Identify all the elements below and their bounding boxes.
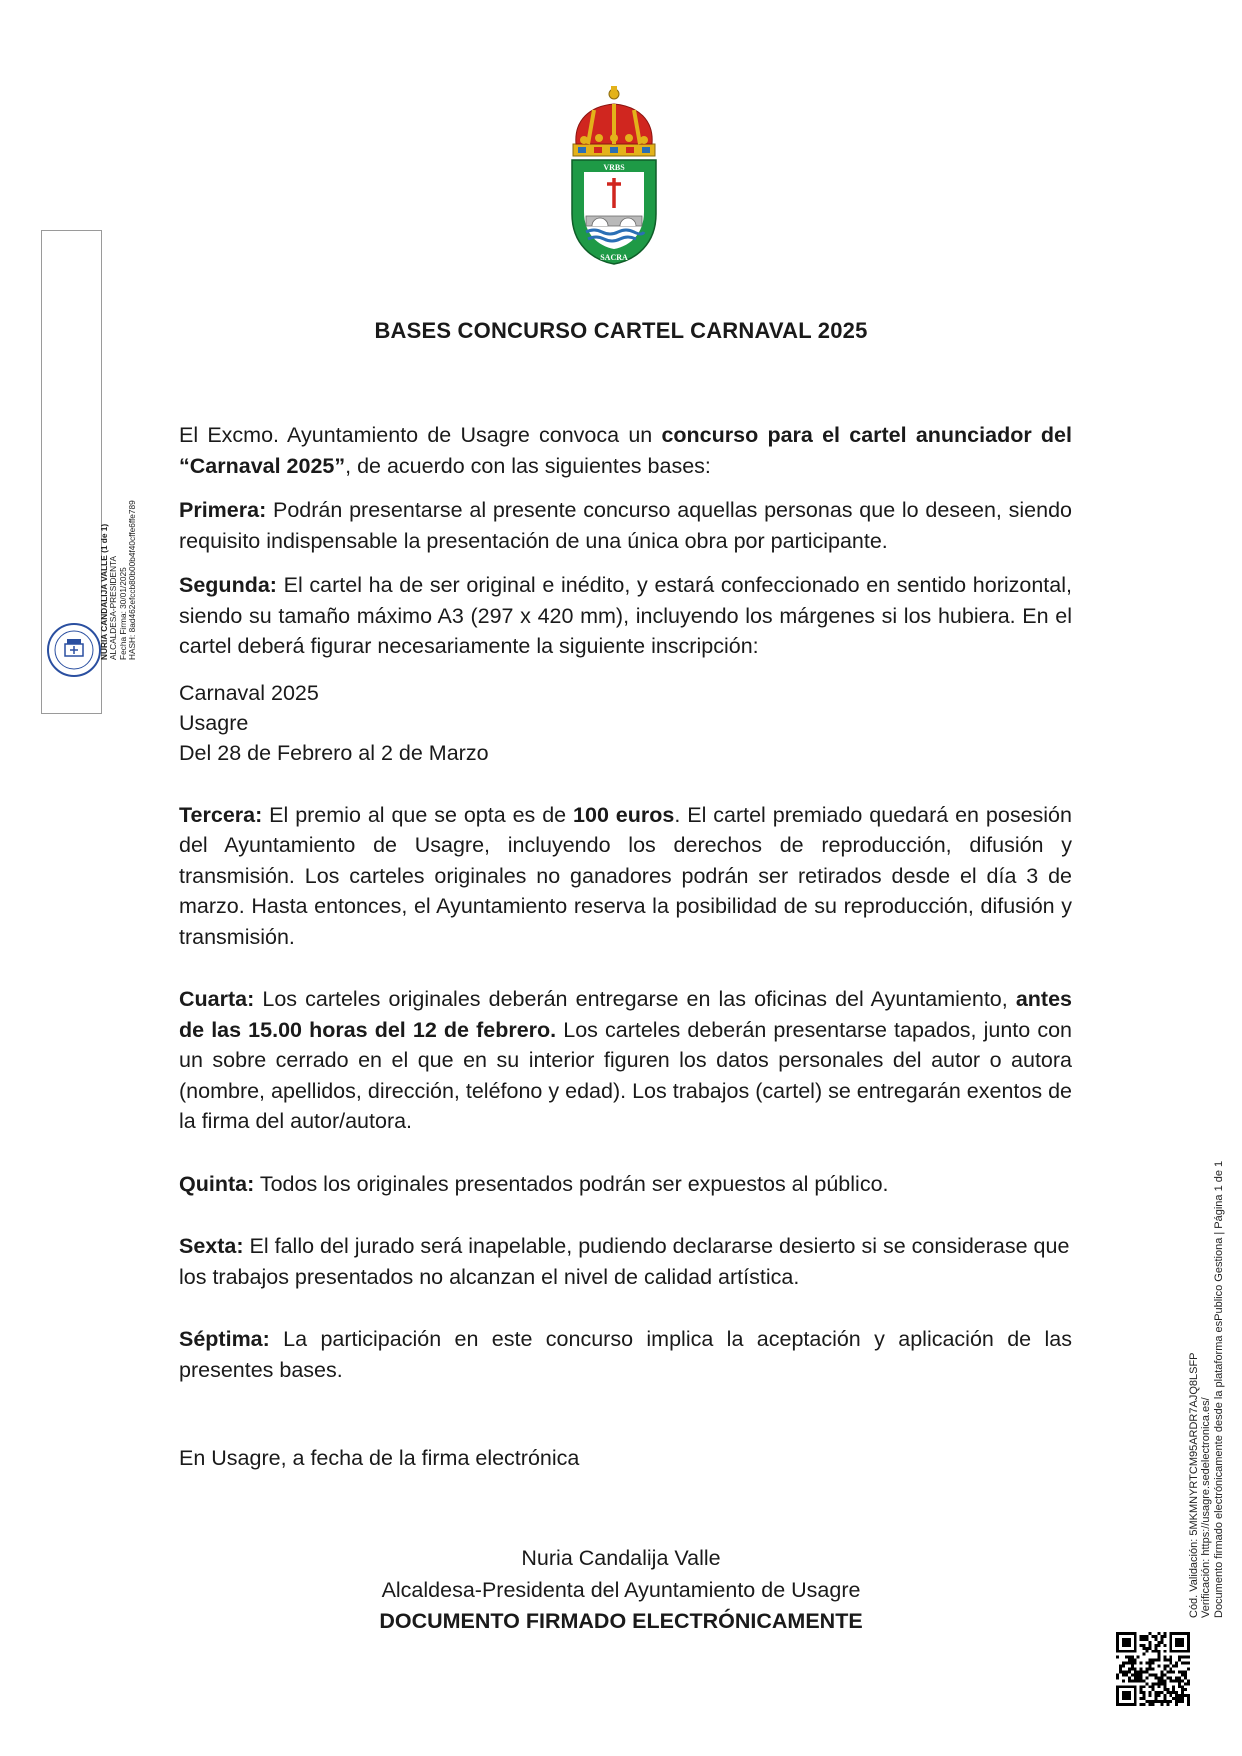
signature-stamp — [100, 420, 138, 660]
inscription-line: Del 28 de Febrero al 2 de Marzo — [179, 740, 489, 765]
signature-block — [0, 1543, 1242, 1638]
document-title: BASES CONCURSO CARTEL CARNAVAL 2025 — [374, 318, 868, 343]
document-body — [179, 420, 1072, 1474]
qr-code-icon[interactable] — [1116, 1632, 1190, 1706]
clause-quinta: Quinta: Todos los originales presentados podrán ser expuestos al público. — [179, 1171, 889, 1196]
clause-primera: Primera: Podrán presentarse al presente concurso aquellas personas que lo deseen, siendo requisito indispensable la presentación de una única obra por participante. — [179, 498, 1072, 553]
stamp-hash: HASH: 8ad462efccb80b00b4f40cffe6ffe789 — [127, 500, 138, 660]
svg-text:VRBS: VRBS — [603, 163, 625, 172]
intro-paragraph: El Excmo. Ayuntamiento de Usagre convoca un concurso para el cartel anunciador del “Carnaval 2025”, de acuerdo con las siguientes bases: — [179, 423, 1072, 478]
official-seal-icon — [46, 622, 102, 678]
inscription-line: Usagre — [179, 710, 249, 735]
crown-icon — [573, 86, 655, 156]
stamp-signer: NURIA CANDALIJA VALLE (1 de 1) — [99, 523, 109, 660]
electronic-signature-notice: DOCUMENTO FIRMADO ELECTRÓNICAMENTE — [379, 1609, 863, 1633]
clause-cuarta: Cuarta: Los carteles originales deberán entregarse en las oficinas del Ayuntamiento, antes de las 15.00 horas del 12 de febrero. Los carteles deberán presentarse tapados, junto con un sobre cerrado en el que en su interior figuren los datos personales del autor o autora (nombre, apellidos, dirección, teléfono y edad). Los trabajos (cartel) se entregarán exentos de la firma del autor/autora. — [179, 987, 1072, 1133]
clause-tercera: Tercera: El premio al que se opta es de 100 euros. El cartel premiado quedará en posesión del Ayuntamiento de Usagre, incluyendo los derechos de reproducción, difusión y transmisión. Los carteles originales no ganadores podrán ser retirados desde el día 3 de marzo. Hasta entonces, el Ayuntamiento reserva la posibilidad de su reproducción, difusión y transmisión. — [179, 802, 1072, 949]
clause-septima: Séptima: La participación en este concurso implica la aceptación y aplicación de las presentes bases. — [179, 1327, 1072, 1382]
municipal-crest-logo — [564, 84, 664, 268]
signatory-name: Nuria Candalija Valle — [521, 1546, 721, 1570]
verification-info — [1188, 1098, 1225, 1618]
signatory-role: Alcaldesa-Presidenta del Ayuntamiento de Usagre — [381, 1577, 861, 1602]
clause-segunda: Segunda: El cartel ha de ser original e inédito, y estará confeccionado en sentido horizontal, siendo su tamaño máximo A3 (297 x 420 mm), incluyendo los márgenes si los hubiera. En el cartel deberá figurar necesariamente la siguiente inscripción: — [179, 573, 1072, 658]
stamp-role: ALCALDESA-PRESIDENTA — [108, 555, 119, 660]
validation-code: Cód. Validación: 5MKMNYRTCM95ARDR7AJQ8LSFP — [1188, 1352, 1200, 1618]
clause-sexta: Sexta: El fallo del jurado será inapelable, pudiendo declararse desierto si se considerase que los trabajos presentados no alcanzan el nivel de calidad artística. — [179, 1234, 1070, 1289]
verification-url[interactable]: Verificación: https://usagre.sedelectronica.es/ — [1200, 1397, 1213, 1618]
closing-date-line: En Usagre, a fecha de la firma electrónica — [179, 1446, 580, 1470]
svg-text:SACRA: SACRA — [600, 253, 628, 262]
required-inscription — [179, 678, 1072, 768]
platform-note: Documento firmado electrónicamente desde la plataforma esPublico Gestiona | Página 1 de 1 — [1212, 1160, 1225, 1618]
inscription-line: Carnaval 2025 — [179, 680, 319, 705]
stamp-date: Fecha Firma: 30/01/2025 — [117, 567, 128, 660]
